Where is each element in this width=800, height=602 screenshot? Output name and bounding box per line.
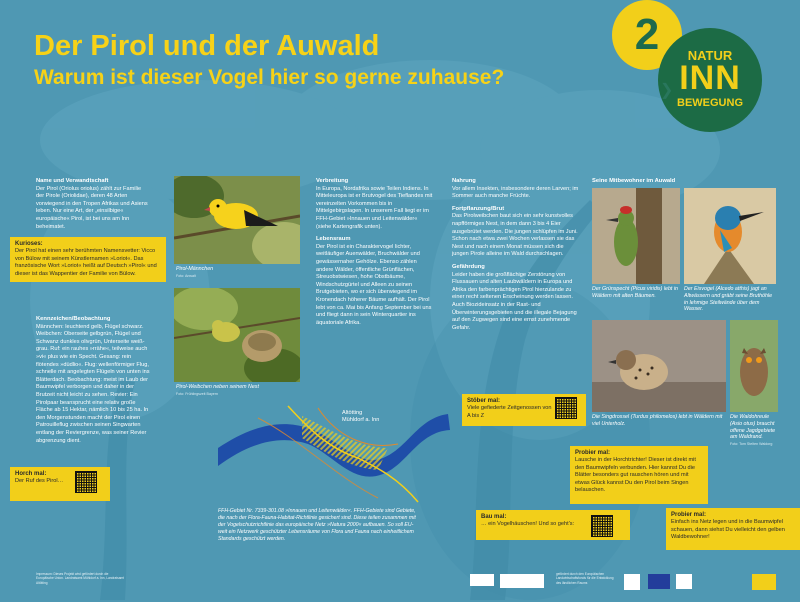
thrush-caption: Die Singdrossel (Turdus philomelos) lebt in Wäldern mit viel Unterholz.: [592, 414, 723, 427]
logo-line2: INN: [679, 59, 741, 97]
horch-mal-text: Der Ruf des Pirol…: [15, 478, 64, 485]
kurioses-box: [10, 237, 166, 282]
bau-mal-text: … ein Vogelhäuschen! Und so geht's:: [481, 521, 575, 528]
nahrung-heading: Nahrung: [452, 178, 476, 184]
stoeber-mal-qr-code[interactable]: [556, 398, 576, 418]
oriole-male-caption-text: Pirol-Männchen: [176, 266, 214, 272]
eu-flag-logo: [648, 574, 670, 589]
oriole-female-credit: Foto: Frühlingszeit Bayern: [176, 391, 218, 396]
woodpecker-photo: [592, 188, 680, 284]
kurioses-text: Der Pirol hat einen sehr berühmten Namensvetter: Vicco von Bülow mit seinem Künstlernamen »Loriot«. Das französische Wort »Loriot« heißt auf Deutsch »Pirol« und dieser ist das Wappentier der Familie von Bülow.: [15, 248, 157, 277]
bavaria-crest-logo: [624, 574, 640, 590]
natur-inn-small-logo: [752, 574, 776, 590]
kingfisher-photo: [684, 188, 776, 284]
mitbewohner-heading: Seine Mitbewohner im Auwald: [592, 178, 676, 184]
footer-imprint: Impressum: Dieses Projekt wird gefördert durch die Europäische Union. Landratsamt Mühldorf a. Inn, Landratsamt Altötting: [36, 572, 125, 585]
kurioses-heading: Kurioses:: [15, 241, 43, 247]
name-text: Der Pirol (Oriolus oriolus) zählt zur Familie der Pirole (Oriolidae), deren 48 Arten vorwiegend in den Tropen Afrikas und Asiens leben. Nur eine Art, der „einsilbige« europäische« Pirol, ist bei uns am Inn beheimatet.: [36, 185, 148, 230]
verbreitung-heading: Verbreitung: [316, 178, 349, 184]
horch-mal-heading: Horch mal:: [15, 471, 47, 477]
thrush-photo: [592, 320, 726, 412]
partner-logo-1: [470, 574, 494, 586]
verbreitung-section: [316, 178, 434, 332]
nahrung-section: [452, 178, 580, 337]
gefaehrdung-heading: Gefährdung: [452, 263, 485, 270]
page-title: Der Pirol und der Auwald: [34, 30, 380, 62]
kennzeichen-section: [36, 316, 150, 450]
probier-mal-2-text: Einfach ins Netz legen und in die Baumwipfel schauen, dann siehst Du vielleicht den gelben Waldbewohner!: [671, 519, 785, 541]
probier-mal-horchtrichter-box: [570, 446, 708, 504]
mitbewohner-section: [592, 178, 742, 186]
stoeber-mal-heading: Stöber mal:: [467, 398, 501, 404]
oriole-male-credit: Foto: Anwalt: [176, 273, 196, 278]
fortpflanzung-text: Das Pirolweibchen baut sich ein sehr kunstvolles napfförmiges Nest, in dem dann 3 bis 4 Eier ausgebrütet werden. Die jungen schlüpfen im Juni. Schon nach etwa zwei Wochen verlassen sie das Nest und nach einem Monat müssen sich die jungen Pirole alleine im Wald durchschlagen.: [452, 213, 578, 258]
name-section: [36, 178, 148, 236]
probier-mal-netz-box: [666, 508, 800, 550]
probier-mal-2-heading: Probier mal:: [671, 512, 707, 518]
woodpecker-caption: Der Grünspecht (Picus viridis) lebt in Wäldern mit alten Bäumen.: [592, 286, 678, 299]
map-caption: FFH-Gebiet Nr. 7339-301.08 »Innauen und Leitenwälder«. FFH-Gebiete sind Gebiete, die nach der Flora-Fauna-Habitat-Richtlinie gesichert sind. Diese teilen zusammen mit der Vogelschutzrichtlinie das europäische Netz »Natura 2000« aufbauen. So soll EU-weit ein Netzwerk geschützter Lebensräume von Flora und Fauna nach einheitlichem Standards geschützt werden.: [218, 508, 416, 542]
probier-mal-1-text: Lausche in der Horchtrichter! Dieser ist direkt mit den Baumwipfeln verbunden. Hier kannst Du die Blätter besonders gut rauschen hören und mit etwas Glück kannst Du den Pirol beim Singen belauschen.: [575, 457, 696, 494]
oriole-male-photo: [174, 176, 300, 264]
natur-inn-bewegung-logo: [658, 28, 762, 132]
oriole-female-caption: [176, 384, 296, 398]
leader-logo: [676, 574, 692, 589]
lebensraum-heading: Lebensraum: [316, 236, 351, 243]
kingfisher-caption: Der Eisvogel (Alcedo atthis) jagt an Altwässern und gräbt seine Bruthöhle in lehmige Steilwände über dem Wasser.: [684, 286, 773, 313]
partner-logo-2: [500, 574, 544, 588]
logo-line1: NATUR: [687, 48, 733, 63]
stoeber-mal-text: Viele gefiederte Zeitgenossen von A bis Z: [467, 405, 552, 419]
footer-funding: gefördert durch den Europäischen Landwirtschaftsfonds für die Entwicklung des ländlichen Raums: [556, 572, 614, 585]
map-town-label: Altötting Mühldorf a. Inn: [342, 410, 380, 423]
ffh-area-map: [218, 398, 450, 508]
bau-mal-heading: Bau mal:: [481, 514, 507, 520]
owl-caption-text: Die Waldohreule (Asio otus) braucht offene Jagdgebiete am Waldrand.: [730, 414, 776, 441]
fortpflanzung-heading: Fortpflanzung/Brut: [452, 205, 505, 212]
nahrung-text: Vor allem Insekten, insbesondere deren Larven; im Sommer auch manche Früchte.: [452, 185, 579, 200]
owl-credit: Foto: Tom Stelten Waldorg: [730, 442, 773, 447]
gefaehrdung-text: Leider haben die großflächige Zerstörung von Flussauen und alten Laubwäldern in Europa und Afrika den farbenprächtigen Pirol hierzulande zu einer recht seltenen Erscheinung werden lassen. Auch Biozideinsatz in der Rast- und Überwinterungsgebieten und die illegale Bejagung auf den Zugwegen sind eine ernst zunehmende Gefahr.: [452, 271, 577, 331]
verbreitung-text: In Europa, Nordafrika sowie Teilen Indiens. In Mitteleuropa ist er Brutvogel des Tieflandes mit vereinzelten Vorkommen bis in Mittelgebirgslagen. In unserem Fall liegt er im FFH-Gebiet »Innauen und Leitenwälder« (siehe Kartengrafik unten).: [316, 185, 433, 230]
bau-mal-qr-code[interactable]: [592, 516, 612, 536]
name-heading: Name und Verwandtschaft: [36, 178, 109, 184]
oriole-male-caption: [176, 266, 296, 280]
horch-mal-qr-code[interactable]: [76, 472, 96, 492]
page-subtitle: Warum ist dieser Vogel hier so gerne zuhause?: [34, 66, 505, 89]
paw-print-icon: ❯: [660, 82, 674, 99]
kennzeichen-heading: Kennzeichen/Beobachtung: [36, 316, 111, 322]
probier-mal-1-heading: Probier mal:: [575, 450, 611, 456]
owl-caption: [730, 414, 782, 448]
oriole-female-photo: [174, 288, 300, 382]
kennzeichen-text: Männchen: leuchtend gelb, Flügel schwarz. Weibchen: Oberseite gelbgrün, Flügel und Schwanz dunkles olivgrün, Unterseite weiß-grau. Ruf: ein rauhes »rrähe«, teilweise auch »vi« plus wie ein Specht. Gesang: rein flötendes »düdlio«. Flug: wellenförmiger Flug, schnelle mit angelegten Flügeln von unten ins Blätterdach. Beobachtung: meist im Laub der Baumwipfel verborgen und daher in der Brutzeit nicht leicht zu sehen. Revier: Ein Pirolpaar beansprucht eine relativ große Fläche ab 15 Hektar, nämlich 10 bis 25 ha. In den Morgenstunden macht der Pirol einen Patrouilleflug zwischen seinen Singwarten entlang der Reviergrenze, was seiner Revier abgrenzung dient.: [36, 323, 150, 444]
logo-line3: BEWEGUNG: [677, 97, 743, 109]
owl-photo: [730, 320, 778, 412]
oriole-female-caption-text: Pirol-Weibchen neben seinem Nest: [176, 384, 259, 390]
lebensraum-text: Der Pirol ist ein Charaktervogel lichter, weitläufiger Auenwälder, Bruchwälder und gewässernaher Gehölze. Ebenso zählen andere Wälder, öffentliche Grünflächen, Streuobstwiesen, hohe Obstbäume, Windschutzgürtel und Alleen zu seinen Brutgebieten, wo er sich überwiegend im Kronendach höherer Bäume aufhält. Der Pirol lebt von ca. Mai bis Anfang September bei uns und fliegt dann in sein Winterquartier ins äquatoriale Afrika.: [316, 243, 432, 326]
station-number-badge: 2: [612, 0, 682, 70]
